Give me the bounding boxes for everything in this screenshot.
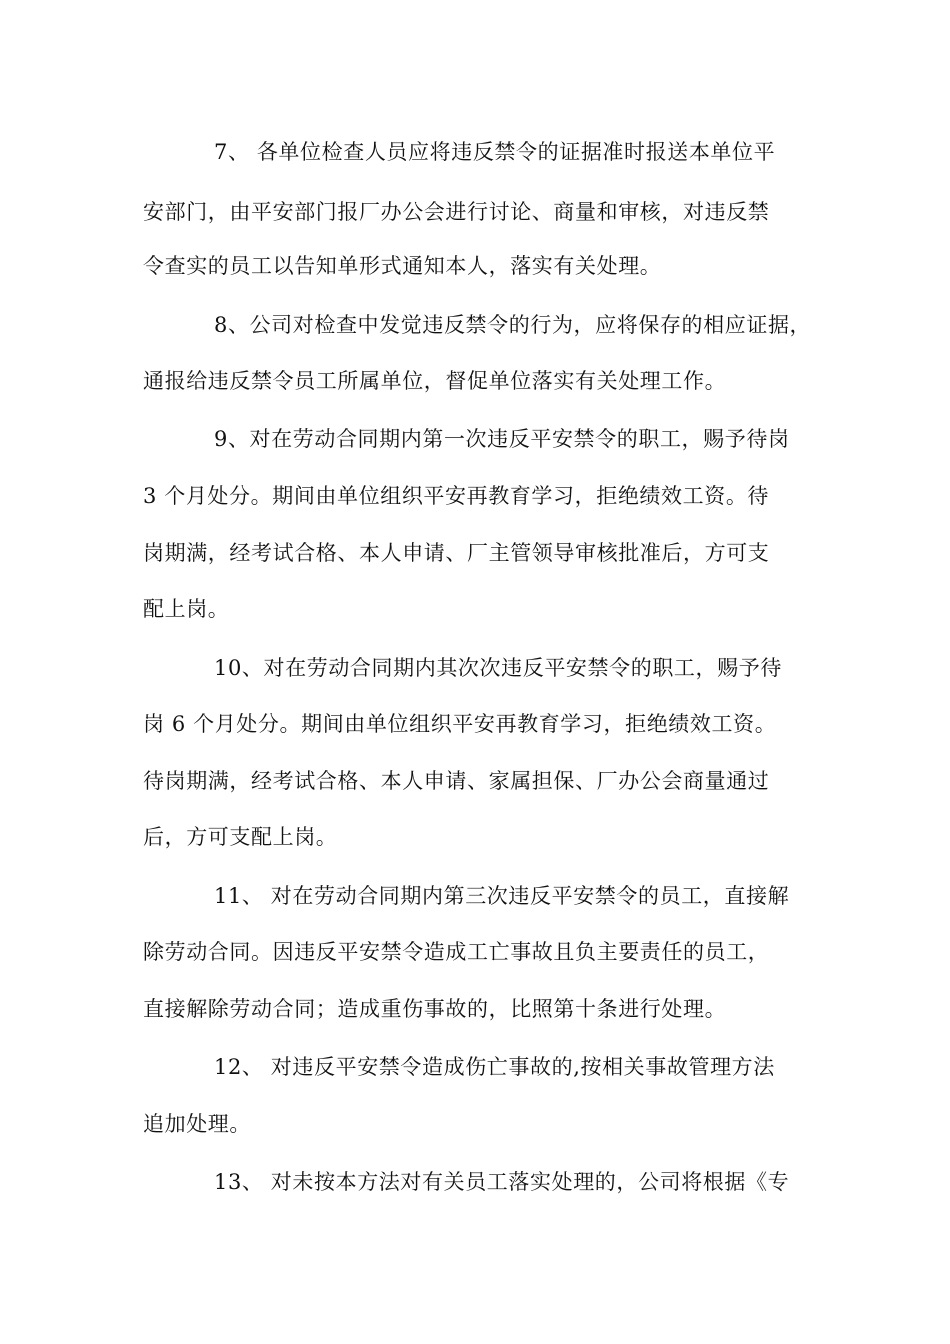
paragraph-11-line-3: 直接解除劳动合同；造成重伤事故的，比照第十条进行处理。 bbox=[143, 997, 727, 1021]
paragraph-9-line-1: 9、对在劳动合同期内第一次违反平安禁令的职工，赐予待岗 bbox=[214, 427, 790, 451]
paragraph-11-line-1: 11、 对在劳动合同期内第三次违反平安禁令的员工，直接解 bbox=[214, 884, 790, 908]
paragraph-8-line-1: 8、公司对检查中发觉违反禁令的行为，应将保存的相应证据， bbox=[214, 313, 812, 337]
paragraph-7-line-1: 7、 各单位检查人员应将违反禁令的证据准时报送本单位平 bbox=[214, 140, 776, 164]
paragraph-7-line-2: 安部门，由平安部门报厂办公会进行讨论、商量和审核，对违反禁 bbox=[143, 200, 770, 224]
paragraph-8-line-2: 通报给违反禁令员工所属单位，督促单位落实有关处理工作。 bbox=[143, 369, 727, 393]
paragraph-9-line-2: 3 个月处分。期间由单位组织平安再教育学习，拒绝绩效工资。待 bbox=[143, 484, 770, 508]
paragraph-9-line-3: 岗期满，经考试合格、本人申请、厂主管领导审核批准后，方可支 bbox=[143, 541, 770, 565]
paragraph-10-line-1: 10、对在劳动合同期内其次次违反平安禁令的职工，赐予待 bbox=[214, 656, 782, 680]
paragraph-10-line-3: 待岗期满，经考试合格、本人申请、家属担保、厂办公会商量通过 bbox=[143, 769, 770, 793]
paragraph-12-line-1: 12、 对违反平安禁令造成伤亡事故的,按相关事故管理方法 bbox=[214, 1055, 775, 1079]
paragraph-7-line-3: 令查实的员工以告知单形式通知本人，落实有关处理。 bbox=[143, 254, 662, 278]
paragraph-9-line-4: 配上岗。 bbox=[143, 597, 230, 621]
paragraph-13-line-1: 13、 对未按本方法对有关员工落实处理的，公司将根据《专 bbox=[214, 1170, 790, 1194]
paragraph-12-line-2: 追加处理。 bbox=[143, 1112, 251, 1136]
paragraph-11-line-2: 除劳动合同。因违反平安禁令造成工亡事故且负主要责任的员工， bbox=[143, 940, 770, 964]
paragraph-10-line-2: 岗 6 个月处分。期间由单位组织平安再教育学习，拒绝绩效工资。 bbox=[143, 712, 777, 736]
paragraph-10-line-4: 后，方可支配上岗。 bbox=[143, 825, 338, 849]
